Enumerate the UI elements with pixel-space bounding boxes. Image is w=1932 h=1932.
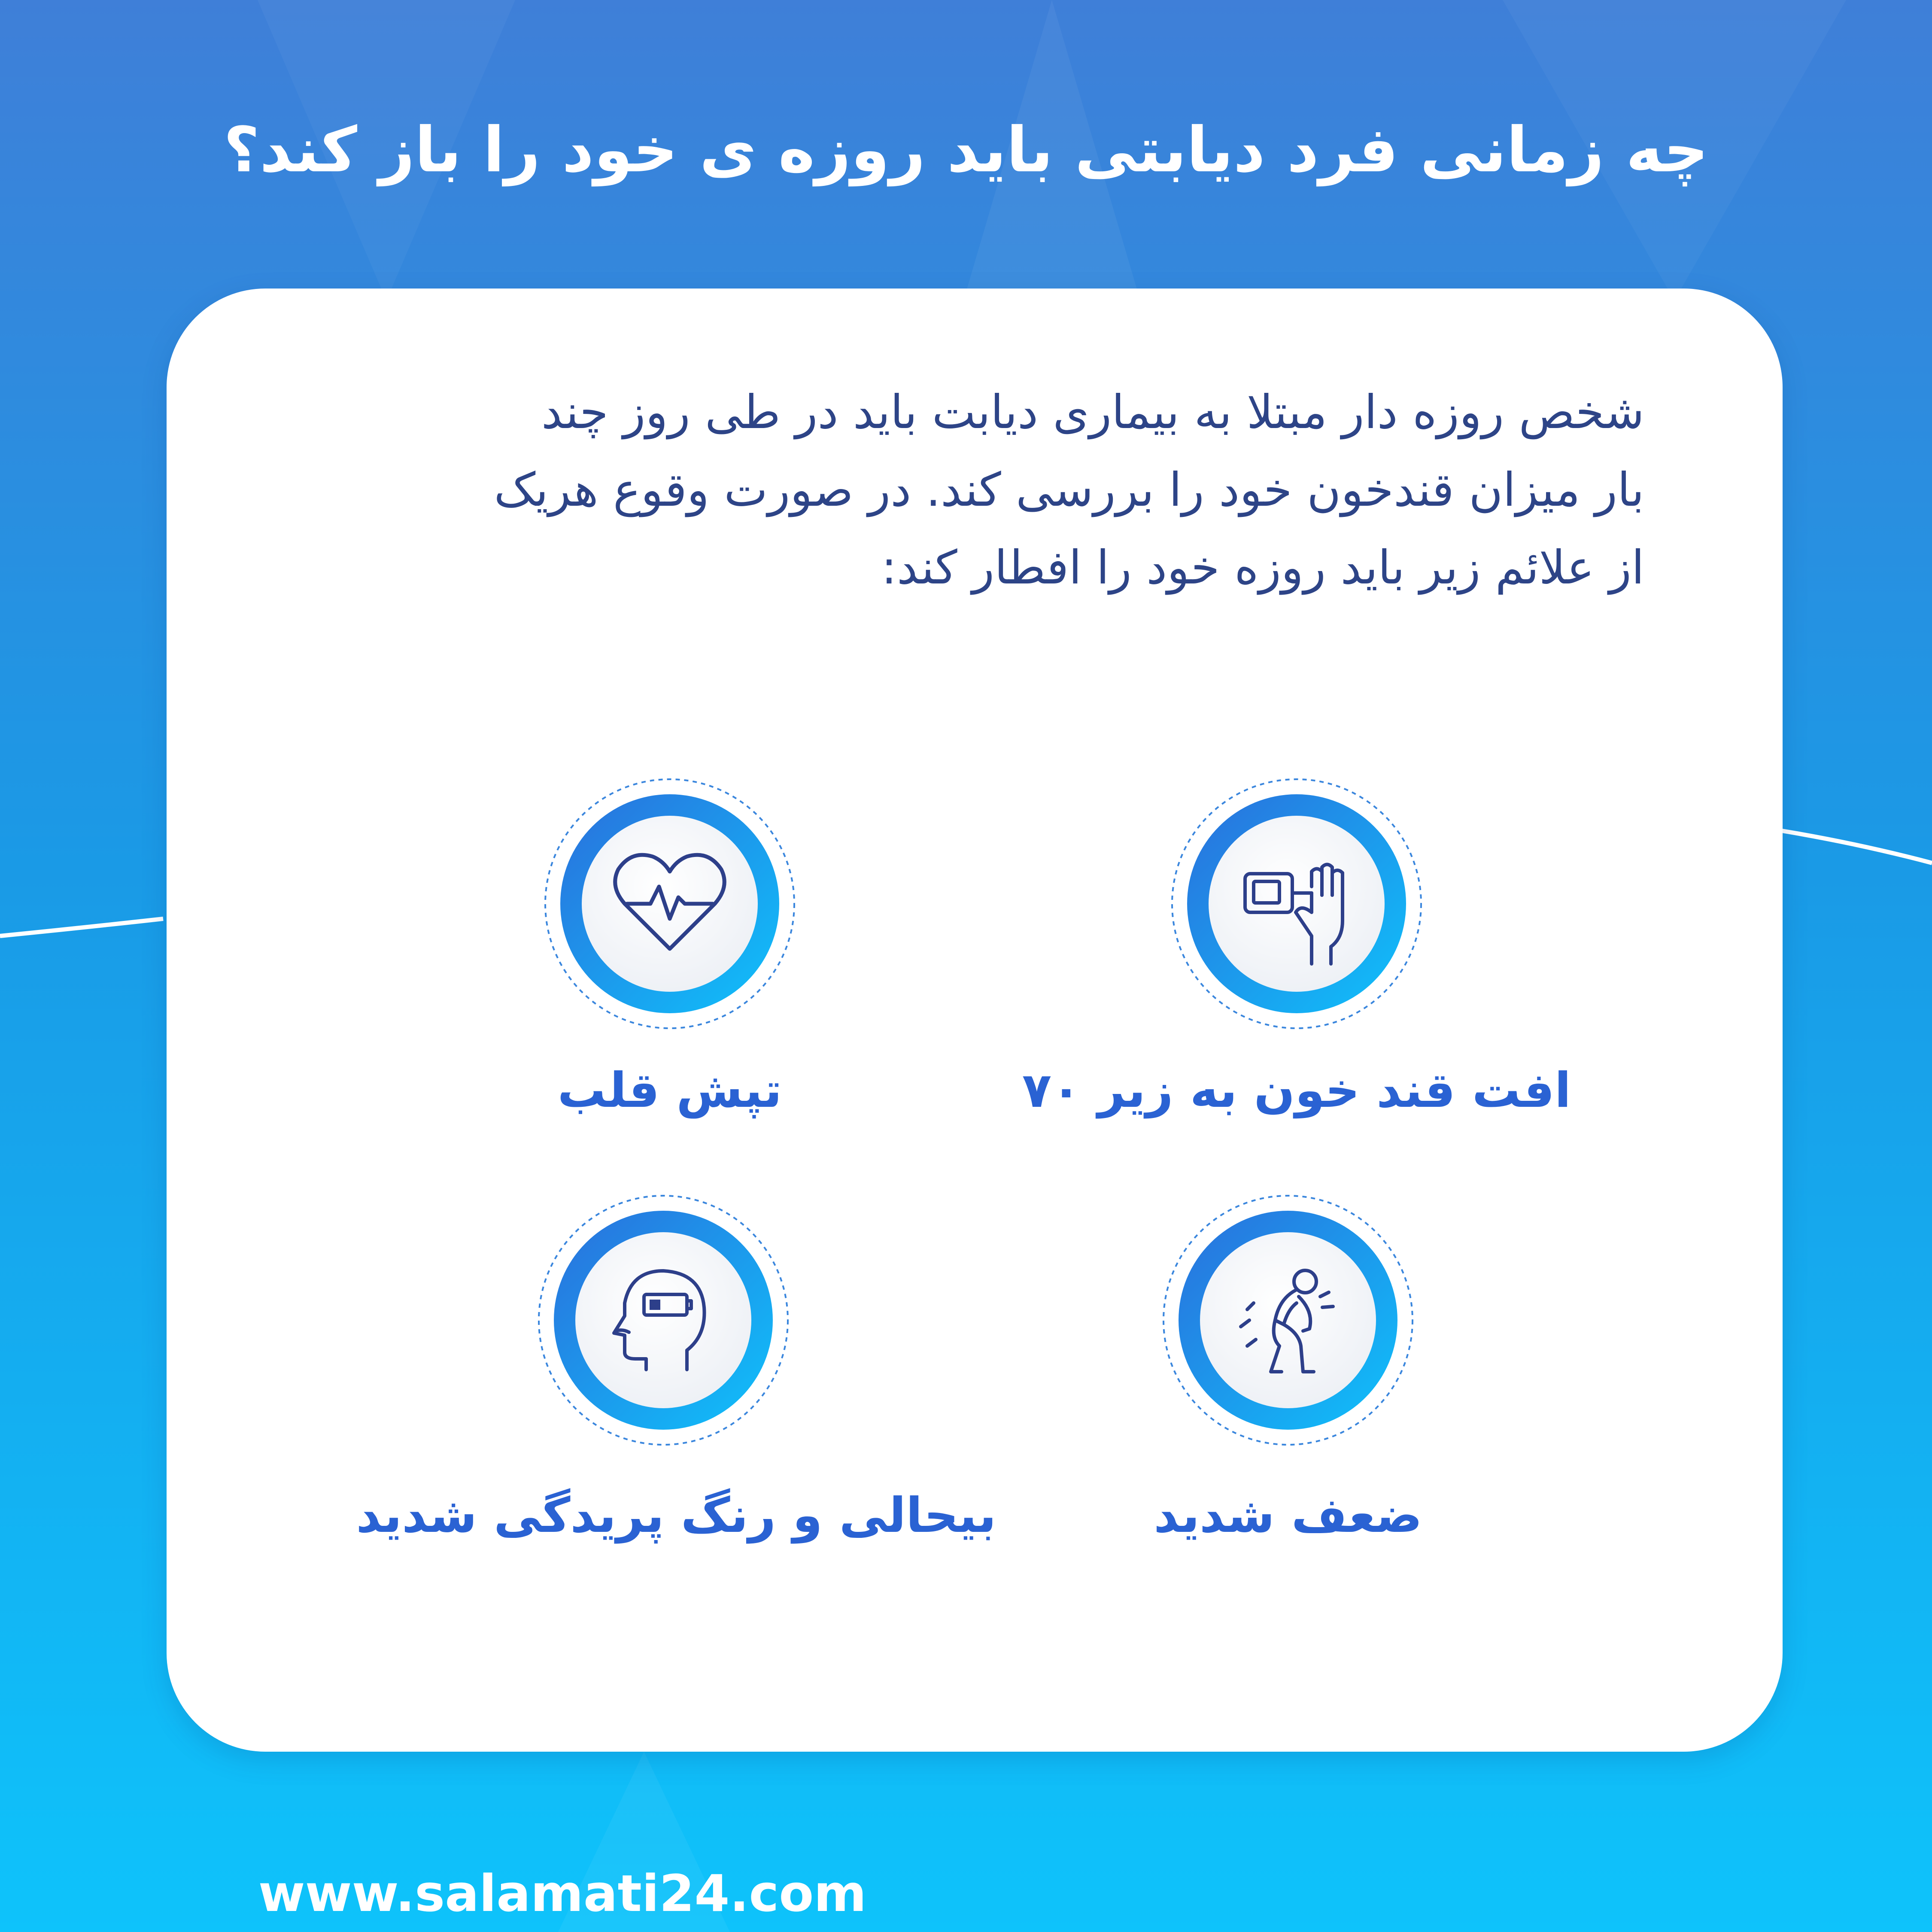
page-title: چه زمانی فرد دیابتی باید روزه ی خود را باز کند؟ (223, 114, 1709, 186)
website-url[interactable]: www.salamati24.com (258, 1864, 867, 1923)
symptom-label: ضعف شدید (1154, 1488, 1422, 1543)
symptom-heartbeat (541, 775, 799, 1033)
symptom-label: تپش قلب (557, 1063, 782, 1118)
intro-line: بار میزان قندخون خود را بررسی کند. در صورت وقوع هریک (494, 463, 1644, 517)
low-battery-head-icon (599, 1256, 728, 1385)
glucose-meter-hand-icon (1232, 839, 1361, 968)
weak-person-icon (1224, 1256, 1352, 1385)
symptom-label: بیحالی و رنگ پریدگی شدید (356, 1488, 996, 1543)
intro-line: از علائم زیر باید روزه خود را افطار کند: (881, 541, 1644, 595)
symptom-glucose (1168, 775, 1425, 1033)
heartbeat-icon (605, 839, 734, 968)
intro-line: شخص روزه دار مبتلا به بیماری دیابت باید در طی روز چند (541, 386, 1644, 439)
symptom-fatigue (535, 1191, 792, 1449)
symptom-weakness (1159, 1191, 1417, 1449)
symptom-label: افت قند خون به زیر ۷۰ (1022, 1063, 1571, 1118)
intro-paragraph (258, 374, 1644, 607)
